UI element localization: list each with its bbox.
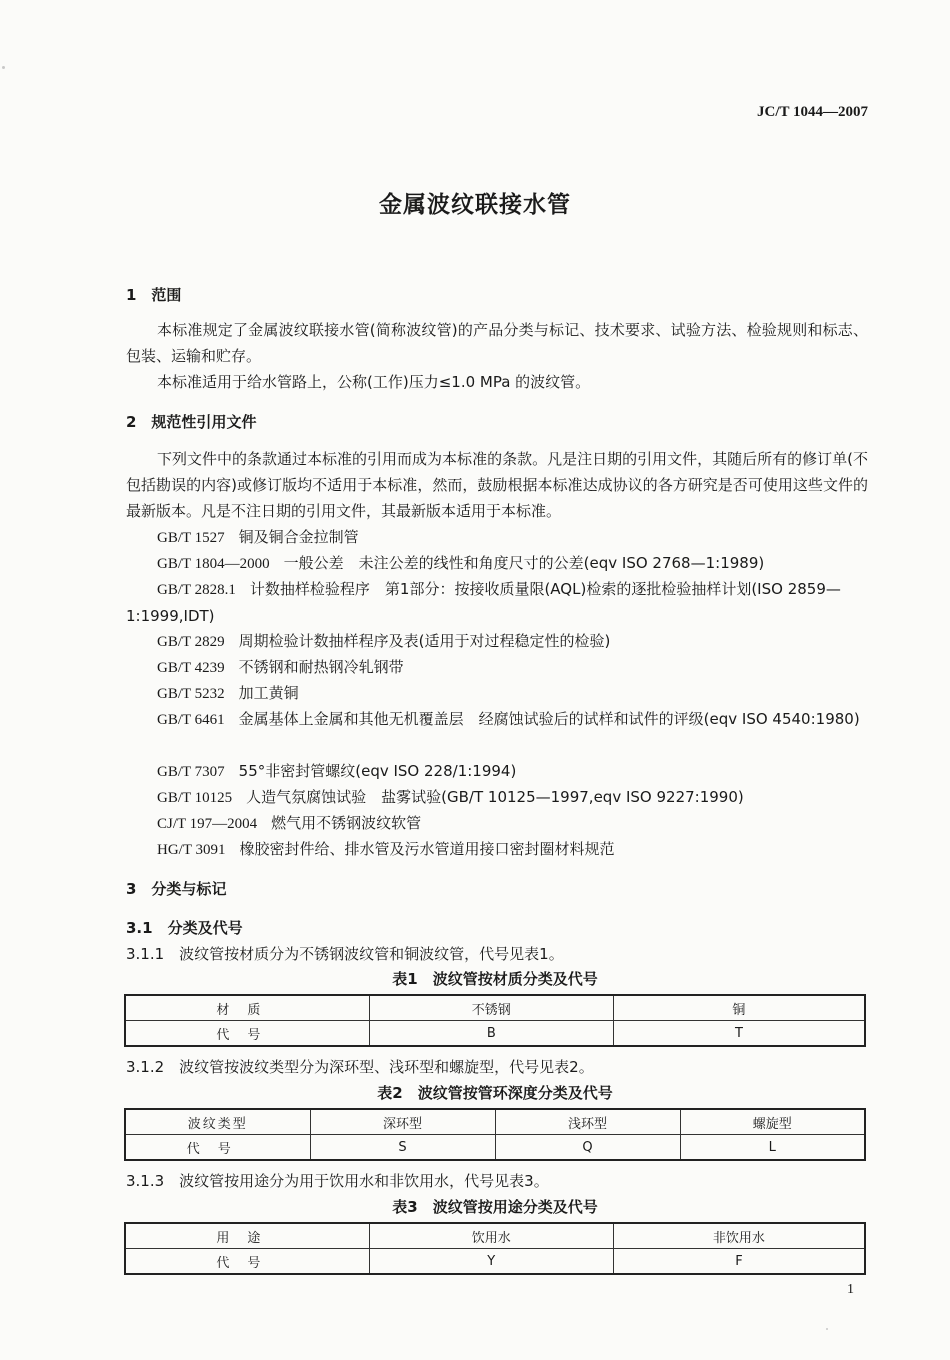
table-cell: S	[310, 1135, 495, 1161]
table-row	[125, 1109, 865, 1135]
reference-item	[126, 550, 868, 577]
section-2-intro: 下列文件中的条款通过本标准的引用而成为本标准的条款。凡是注日期的引用文件，其随后所有的修订单(不包括勘误的内容)或修订版均不适用于本标准，然而，鼓励根据本标准达成协议的各方研究是否可使用这些文件的最新版本。凡是不注日期的引用文件，其最新版本适用于本标准。	[126, 450, 868, 520]
reference-code: GB/T 1804—2000	[157, 556, 270, 572]
section-1-paragraph: 本标准规定了金属波纹联接水管(简称波纹管)的产品分类与标记、技术要求、试验方法、检验规则和标志、包装、运输和贮存。	[126, 321, 868, 365]
reference-title: 橡胶密封件给、排水管及污水管道用接口密封圈材料规范	[239, 840, 615, 858]
reference-code: GB/T 6461	[157, 712, 225, 728]
table-cell: T	[613, 1021, 865, 1047]
reference-title: 人造气氛腐蚀试验 盐雾试验(GB/T 10125—1997,eqv ISO 9227:1990)	[246, 788, 744, 806]
reference-item	[126, 758, 868, 785]
table-cell: 不锈钢	[369, 995, 613, 1021]
table-2-caption: 表2 波纹管按管环深度分类及代号	[377, 1084, 613, 1102]
table-cell: 浅环型	[495, 1109, 680, 1135]
standard-code: JC/T 1044—2007	[757, 104, 868, 120]
reference-code: GB/T 2829	[157, 634, 225, 650]
reference-item	[126, 628, 868, 655]
reference-item	[126, 576, 868, 629]
table-cell: 材质	[125, 995, 369, 1021]
section-1-heading: 1 范围	[126, 286, 182, 304]
reference-item	[126, 680, 868, 707]
reference-code: CJ/T 197—2004	[157, 816, 258, 832]
table-3-caption: 表3 波纹管按用途分类及代号	[392, 1198, 598, 1216]
scan-speck	[2, 66, 5, 69]
reference-item	[126, 836, 868, 863]
table-1-caption: 表1 波纹管按材质分类及代号	[392, 970, 598, 988]
clause-3-1-1: 3.1.1 波纹管按材质分为不锈钢波纹管和铜波纹管，代号见表1。	[126, 945, 564, 963]
reference-title: 加工黄铜	[238, 684, 299, 702]
reference-title: 金属基体上金属和其他无机覆盖层 经腐蚀试验后的试样和试件的评级(eqv ISO 4540:1980)	[238, 710, 860, 728]
table-cell: B	[369, 1021, 613, 1047]
table-cell: 铜	[613, 995, 865, 1021]
table-cell: F	[613, 1249, 865, 1275]
subsection-3-1-heading: 3.1 分类及代号	[126, 919, 243, 937]
reference-code: GB/T 4239	[157, 660, 225, 676]
reference-item	[126, 810, 868, 837]
reference-title: 铜及铜合金拉制管	[238, 528, 359, 546]
reference-title: 55°非密封管螺纹(eqv ISO 228/1:1994)	[238, 762, 517, 780]
table-cell: 螺旋型	[680, 1109, 865, 1135]
reference-code: HG/T 3091	[157, 842, 226, 858]
table-row	[125, 1021, 865, 1047]
reference-code: GB/T 10125	[157, 790, 233, 806]
table-cell: Y	[369, 1249, 613, 1275]
reference-title: 计数抽样检验程序 第1部分：按接收质量限(AQL)检索的逐批检验抽样计划(ISO 2859—1:1999,IDT)	[126, 580, 841, 625]
scan-speck	[826, 1328, 828, 1330]
reference-item	[126, 706, 868, 733]
table-cell: 用途	[125, 1223, 369, 1249]
table-cell: Q	[495, 1135, 680, 1161]
table-cell: 深环型	[310, 1109, 495, 1135]
table-cell: 代号	[125, 1249, 369, 1275]
table-2	[124, 1108, 866, 1161]
reference-code: GB/T 1527	[157, 530, 225, 546]
table-1	[124, 994, 866, 1047]
table-3	[124, 1222, 866, 1275]
clause-3-1-2: 3.1.2 波纹管按波纹类型分为深环型、浅环型和螺旋型，代号见表2。	[126, 1058, 594, 1076]
section-3-heading: 3 分类与标记	[126, 880, 227, 898]
reference-code: GB/T 7307	[157, 764, 225, 780]
reference-code: GB/T 5232	[157, 686, 225, 702]
table-cell: 代号	[125, 1135, 310, 1161]
reference-item	[126, 654, 868, 681]
table-row	[125, 1135, 865, 1161]
clause-3-1-3: 3.1.3 波纹管按用途分为用于饮用水和非饮用水，代号见表3。	[126, 1172, 549, 1190]
table-row	[125, 1249, 865, 1275]
document-title: 金属波纹联接水管	[379, 192, 571, 218]
table-cell: 波纹类型	[125, 1109, 310, 1135]
table-cell: 代号	[125, 1021, 369, 1047]
reference-item	[126, 524, 868, 551]
table-row	[125, 1223, 865, 1249]
reference-item	[126, 784, 868, 811]
table-cell: 饮用水	[369, 1223, 613, 1249]
page-number: 1	[847, 1282, 854, 1297]
section-1-paragraph: 本标准适用于给水管路上，公称(工作)压力≤1.0 MPa 的波纹管。	[157, 373, 591, 391]
table-cell: L	[680, 1135, 865, 1161]
reference-title: 周期检验计数抽样程序及表(适用于对过程稳定性的检验)	[238, 632, 611, 650]
reference-title: 燃气用不锈钢波纹软管	[271, 814, 422, 832]
reference-code: GB/T 2828.1	[157, 582, 236, 598]
reference-title: 不锈钢和耐热钢冷轧钢带	[238, 658, 404, 676]
reference-title: 一般公差 未注公差的线性和角度尺寸的公差(eqv ISO 2768—1:1989)	[283, 554, 765, 572]
table-row	[125, 995, 865, 1021]
table-cell: 非饮用水	[613, 1223, 865, 1249]
section-2-heading: 2 规范性引用文件	[126, 413, 257, 431]
